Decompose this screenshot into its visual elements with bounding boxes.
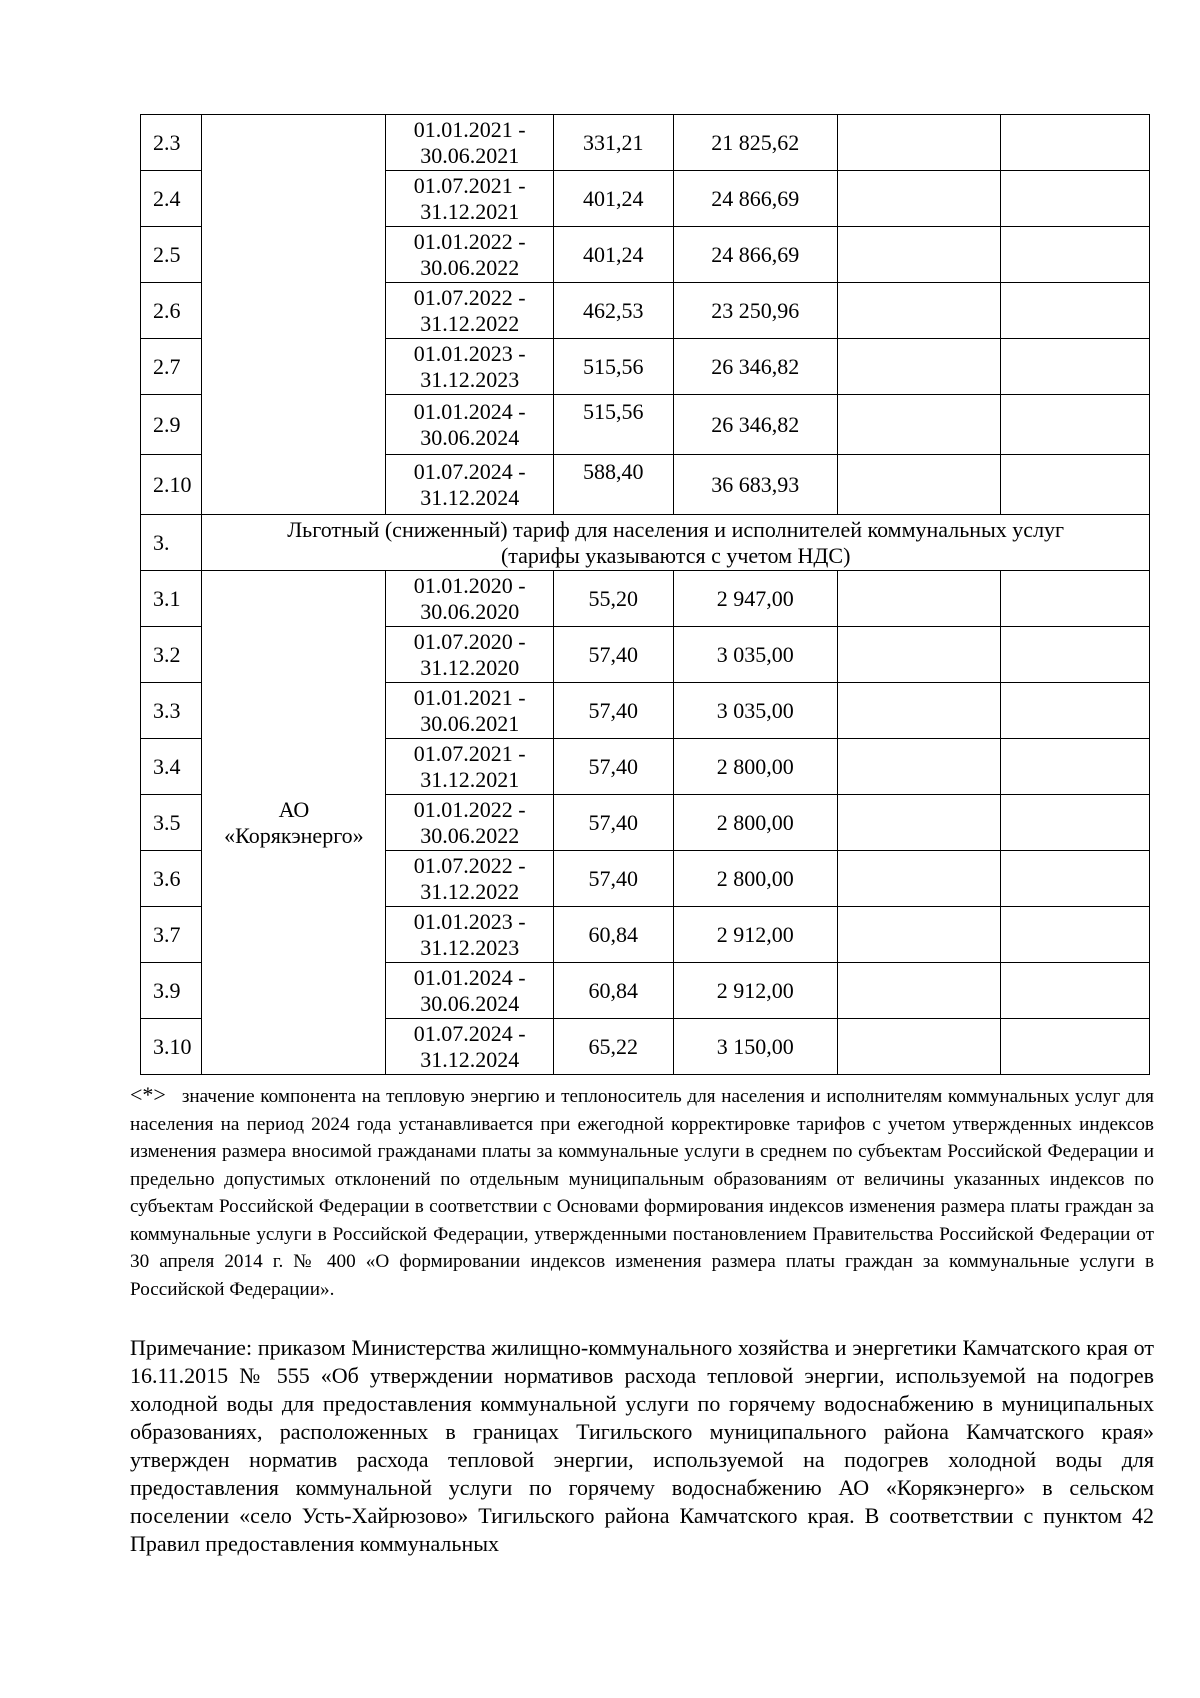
footnote-text: значение компонента на тепловую энергию и теплоноситель для населения и исполнителям коммунальных услуг для населения на период 2024 года устанавливается при ежегодной корректировке тарифов с учетом утвержденных индексов изменения размера вносимой гражданами платы за коммунальные услуги в среднем по субъектам Российской Федерации и предельно допустимых отклонений по отдельным муниципальным образованиям от величины указанных индексов по субъектам Российской Федерации в соответствии с Основами формирования индексов изменения размера платы граждан за коммунальные услуги в Российской Федерации, утвержденными постановлением Правительства Российской Федерации от 30 апреля 2014 г. № 400 «О формировании индексов изменения размера платы граждан за коммунальные услуги в Российской Федерации».	[130, 1086, 1154, 1300]
empty-cell	[1001, 283, 1150, 339]
row-number: 3.9	[141, 963, 202, 1019]
value1-cell: 515,56	[553, 395, 673, 455]
value2-cell: 2 800,00	[673, 795, 837, 851]
section-number: 3.	[141, 515, 202, 571]
period-to: 30.06.2020	[420, 598, 520, 624]
value1-cell: 60,84	[553, 963, 673, 1019]
empty-cell	[837, 115, 1000, 171]
period-from: 01.01.2022 -	[413, 228, 526, 254]
value2-cell: 3 150,00	[673, 1019, 837, 1075]
table-row	[141, 115, 1150, 171]
empty-cell	[1001, 455, 1150, 515]
value1-cell: 57,40	[553, 795, 673, 851]
period-cell	[386, 683, 553, 739]
row-number: 3.1	[141, 571, 202, 627]
row-number: 2.9	[141, 395, 202, 455]
value1-cell: 55,20	[553, 571, 673, 627]
organization-name-line2: «Корякэнерго»	[224, 822, 364, 848]
empty-cell	[837, 283, 1000, 339]
organization-name-line1: АО	[278, 796, 310, 822]
period-cell	[386, 455, 553, 515]
value2-cell: 26 346,82	[673, 339, 837, 395]
empty-cell	[837, 455, 1000, 515]
row-number: 2.6	[141, 283, 202, 339]
value2-cell: 36 683,93	[673, 455, 837, 515]
period-from: 01.01.2023 -	[413, 908, 526, 934]
period-cell	[386, 739, 553, 795]
empty-cell	[1001, 739, 1150, 795]
empty-cell	[1001, 683, 1150, 739]
row-number: 3.4	[141, 739, 202, 795]
period-to: 30.06.2021	[420, 710, 520, 736]
value1-cell: 462,53	[553, 283, 673, 339]
period-from: 01.07.2024 -	[413, 458, 526, 484]
period-cell	[386, 907, 553, 963]
empty-cell	[1001, 1019, 1150, 1075]
value1-cell: 331,21	[553, 115, 673, 171]
period-from: 01.07.2021 -	[413, 172, 526, 198]
period-to: 30.06.2022	[420, 822, 520, 848]
empty-cell	[1001, 627, 1150, 683]
period-cell	[386, 851, 553, 907]
row-number: 2.5	[141, 227, 202, 283]
row-number: 3.6	[141, 851, 202, 907]
period-cell	[386, 627, 553, 683]
empty-cell	[1001, 227, 1150, 283]
period-cell	[386, 171, 553, 227]
empty-cell	[837, 395, 1000, 455]
value2-cell: 24 866,69	[673, 227, 837, 283]
period-cell	[386, 115, 553, 171]
empty-cell	[1001, 171, 1150, 227]
period-to: 30.06.2021	[420, 142, 520, 168]
period-to: 31.12.2023	[420, 934, 520, 960]
value2-cell: 23 250,96	[673, 283, 837, 339]
value2-cell: 2 912,00	[673, 963, 837, 1019]
empty-cell	[837, 627, 1000, 683]
empty-cell	[1001, 571, 1150, 627]
value1-cell: 57,40	[553, 851, 673, 907]
value1-cell: 57,40	[553, 739, 673, 795]
empty-cell	[1001, 963, 1150, 1019]
row-number: 3.10	[141, 1019, 202, 1075]
empty-cell	[837, 171, 1000, 227]
row-number: 3.5	[141, 795, 202, 851]
period-from: 01.07.2020 -	[413, 628, 526, 654]
period-cell	[386, 395, 553, 455]
row-number: 3.2	[141, 627, 202, 683]
row-number: 3.7	[141, 907, 202, 963]
period-to: 31.12.2022	[420, 878, 520, 904]
footnote-mark: <*>	[130, 1082, 166, 1107]
period-from: 01.01.2024 -	[413, 398, 526, 424]
empty-cell	[837, 683, 1000, 739]
empty-cell	[837, 851, 1000, 907]
period-from: 01.01.2021 -	[413, 116, 526, 142]
row-number: 2.10	[141, 455, 202, 515]
row-number: 3.3	[141, 683, 202, 739]
empty-cell	[1001, 115, 1150, 171]
empty-cell	[837, 571, 1000, 627]
value1-cell: 515,56	[553, 339, 673, 395]
value1-cell: 401,24	[553, 171, 673, 227]
period-to: 30.06.2024	[420, 424, 520, 450]
value1-cell: 57,40	[553, 683, 673, 739]
value2-cell: 2 947,00	[673, 571, 837, 627]
section-row	[141, 515, 1150, 571]
value1-cell: 65,22	[553, 1019, 673, 1075]
organization-cell-blank	[202, 115, 386, 515]
value2-cell: 26 346,82	[673, 395, 837, 455]
value2-cell: 2 800,00	[673, 739, 837, 795]
period-to: 31.12.2024	[420, 1046, 520, 1072]
period-cell	[386, 963, 553, 1019]
period-to: 31.12.2020	[420, 654, 520, 680]
period-to: 31.12.2021	[420, 766, 520, 792]
period-from: 01.07.2021 -	[413, 740, 526, 766]
value1-cell: 588,40	[553, 455, 673, 515]
value2-cell: 21 825,62	[673, 115, 837, 171]
empty-cell	[1001, 907, 1150, 963]
period-from: 01.01.2021 -	[413, 684, 526, 710]
value2-cell: 3 035,00	[673, 683, 837, 739]
period-from: 01.07.2024 -	[413, 1020, 526, 1046]
period-cell	[386, 795, 553, 851]
footnote	[130, 1081, 1154, 1303]
period-from: 01.01.2023 -	[413, 340, 526, 366]
row-number: 2.4	[141, 171, 202, 227]
period-to: 31.12.2021	[420, 198, 520, 224]
value2-cell: 2 800,00	[673, 851, 837, 907]
period-to: 30.06.2024	[420, 990, 520, 1016]
period-cell	[386, 227, 553, 283]
period-to: 31.12.2023	[420, 366, 520, 392]
value2-cell: 24 866,69	[673, 171, 837, 227]
empty-cell	[1001, 339, 1150, 395]
empty-cell	[837, 227, 1000, 283]
table-row	[141, 571, 1150, 627]
period-from: 01.01.2022 -	[413, 796, 526, 822]
note-paragraph: Примечание: приказом Министерства жилищно-коммунального хозяйства и энергетики Камчатского края от 16.11.2015 № 555 «Об утверждении нормативов расхода тепловой энергии, используемой на подогрев холодной воды для предоставления коммунальной услуги по горячему водоснабжению в муниципальных образованиях, расположенных в границах Тигильского муниципального района Камчатского края» утвержден норматив расхода тепловой энергии, используемой на подогрев холодной воды для предоставления коммунальной услуги по горячему водоснабжению АО «Корякэнерго» в сельском поселении «село Усть-Хайрюзово» Тигильского района Камчатского края. В соответствии с пунктом 42 Правил предоставления коммунальных	[130, 1335, 1154, 1556]
tariff-table	[140, 114, 1150, 1075]
value1-cell: 57,40	[553, 627, 673, 683]
empty-cell	[1001, 395, 1150, 455]
period-from: 01.01.2024 -	[413, 964, 526, 990]
section-title-line2: (тарифы указываются с учетом НДС)	[500, 542, 851, 568]
period-cell	[386, 571, 553, 627]
row-number: 2.3	[141, 115, 202, 171]
value1-cell: 60,84	[553, 907, 673, 963]
empty-cell	[837, 795, 1000, 851]
empty-cell	[837, 907, 1000, 963]
empty-cell	[837, 1019, 1000, 1075]
empty-cell	[1001, 795, 1150, 851]
period-cell	[386, 283, 553, 339]
section-title	[202, 515, 1150, 571]
period-cell	[386, 1019, 553, 1075]
period-to: 30.06.2022	[420, 254, 520, 280]
value2-cell: 3 035,00	[673, 627, 837, 683]
period-from: 01.01.2020 -	[413, 572, 526, 598]
period-from: 01.07.2022 -	[413, 852, 526, 878]
empty-cell	[837, 963, 1000, 1019]
period-cell	[386, 339, 553, 395]
value1-cell: 401,24	[553, 227, 673, 283]
empty-cell	[1001, 851, 1150, 907]
period-from: 01.07.2022 -	[413, 284, 526, 310]
period-to: 31.12.2024	[420, 484, 520, 510]
section-title-line1: Льготный (сниженный) тариф для населения и исполнителей коммунальных услуг	[287, 516, 1065, 542]
period-to: 31.12.2022	[420, 310, 520, 336]
empty-cell	[837, 339, 1000, 395]
row-number: 2.7	[141, 339, 202, 395]
organization-cell	[202, 571, 386, 1075]
value2-cell: 2 912,00	[673, 907, 837, 963]
empty-cell	[837, 739, 1000, 795]
tariff-table-body	[141, 115, 1150, 1075]
